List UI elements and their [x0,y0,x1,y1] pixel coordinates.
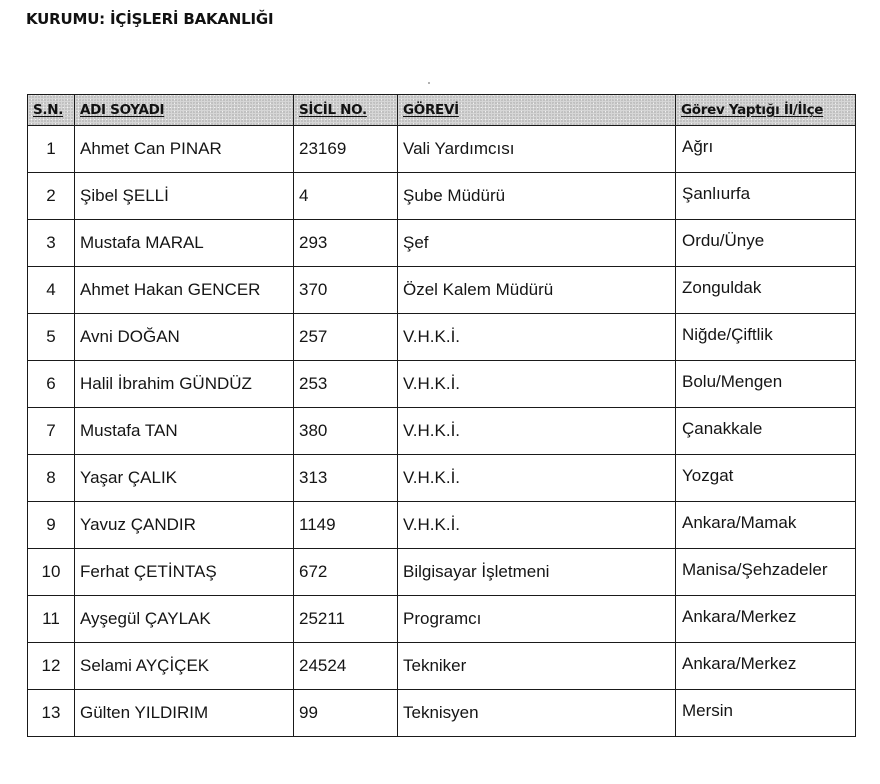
cell-duty: Şube Müdürü [398,173,676,220]
cell-sn: 7 [28,408,75,455]
cell-location: Niğde/Çiftlik [676,314,856,361]
cell-duty: V.H.K.İ. [398,502,676,549]
header-sn: S.N. [28,95,75,126]
cell-duty: Şef [398,220,676,267]
cell-location: Çanakkale [676,408,856,455]
cell-sn: 6 [28,361,75,408]
cell-sn: 8 [28,455,75,502]
cell-name: Ahmet Can PINAR [75,126,294,173]
cell-location: Ankara/Mamak [676,502,856,549]
table-row [28,408,856,455]
cell-sn: 11 [28,596,75,643]
cell-name: Yaşar ÇALIK [75,455,294,502]
cell-duty: V.H.K.İ. [398,314,676,361]
cell-duty: Teknisyen [398,690,676,737]
cell-sn: 10 [28,549,75,596]
cell-name: Halil İbrahim GÜNDÜZ [75,361,294,408]
document-title: KURUMU: İÇİŞLERİ BAKANLIĞI [26,10,274,28]
cell-sicil: 4 [294,173,398,220]
cell-sn: 4 [28,267,75,314]
cell-sn: 5 [28,314,75,361]
cell-sicil: 1149 [294,502,398,549]
table-row [28,173,856,220]
table-row [28,502,856,549]
cell-location: Bolu/Mengen [676,361,856,408]
cell-sn: 12 [28,643,75,690]
cell-name: Mustafa MARAL [75,220,294,267]
cell-name: Ferhat ÇETİNTAŞ [75,549,294,596]
cell-name: Selami AYÇİÇEK [75,643,294,690]
cell-location: Ankara/Merkez [676,596,856,643]
header-duty: GÖREVİ [398,95,676,126]
cell-sicil: 23169 [294,126,398,173]
table-row [28,596,856,643]
cell-sicil: 313 [294,455,398,502]
header-name: ADI SOYADI [75,95,294,126]
header-sicil: SİCİL NO. [294,95,398,126]
cell-sicil: 380 [294,408,398,455]
cell-name: Yavuz ÇANDIR [75,502,294,549]
table-body [28,126,856,737]
table-row [28,643,856,690]
cell-sicil: 293 [294,220,398,267]
cell-sn: 3 [28,220,75,267]
cell-duty: Bilgisayar İşletmeni [398,549,676,596]
cell-location: Ağrı [676,126,856,173]
header-location: Görev Yaptığı İl/İlçe [676,95,856,126]
cell-location: Ankara/Merkez [676,643,856,690]
cell-sicil: 253 [294,361,398,408]
table-row [28,314,856,361]
cell-location: Zonguldak [676,267,856,314]
cell-duty: Vali Yardımcısı [398,126,676,173]
cell-duty: Programcı [398,596,676,643]
table-row [28,267,856,314]
table-row [28,126,856,173]
cell-duty: V.H.K.İ. [398,408,676,455]
cell-duty: V.H.K.İ. [398,361,676,408]
personnel-table [27,94,856,737]
cell-sn: 9 [28,502,75,549]
cell-duty: Tekniker [398,643,676,690]
cell-name: Ayşegül ÇAYLAK [75,596,294,643]
cell-sicil: 672 [294,549,398,596]
table-header-row [28,95,856,126]
cell-sicil: 24524 [294,643,398,690]
table-row [28,220,856,267]
cell-name: Gülten YILDIRIM [75,690,294,737]
cell-sicil: 99 [294,690,398,737]
cell-sicil: 25211 [294,596,398,643]
cell-sn: 2 [28,173,75,220]
scan-speck [428,82,430,84]
cell-duty: Özel Kalem Müdürü [398,267,676,314]
cell-name: Şibel ŞELLİ [75,173,294,220]
cell-name: Ahmet Hakan GENCER [75,267,294,314]
cell-duty: V.H.K.İ. [398,455,676,502]
cell-sicil: 257 [294,314,398,361]
cell-sn: 13 [28,690,75,737]
cell-name: Avni DOĞAN [75,314,294,361]
cell-location: Şanlıurfa [676,173,856,220]
cell-location: Manisa/Şehzadeler [676,549,856,596]
cell-sn: 1 [28,126,75,173]
cell-sicil: 370 [294,267,398,314]
table-row [28,361,856,408]
table-row [28,455,856,502]
table-row [28,690,856,737]
table-row [28,549,856,596]
cell-name: Mustafa TAN [75,408,294,455]
cell-location: Yozgat [676,455,856,502]
cell-location: Mersin [676,690,856,737]
cell-location: Ordu/Ünye [676,220,856,267]
